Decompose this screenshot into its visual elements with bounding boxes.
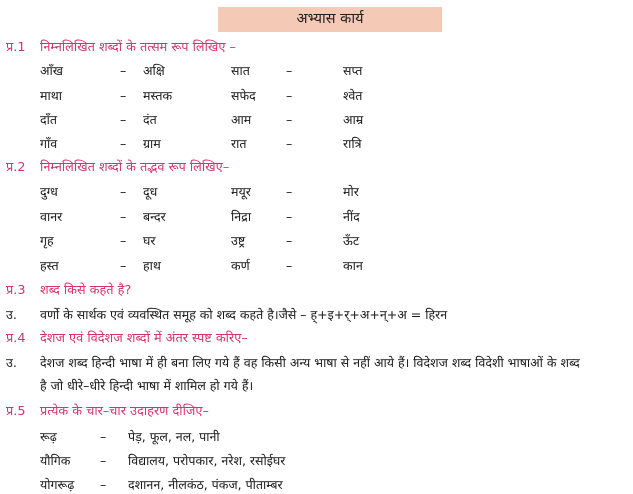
dash: – — [120, 112, 127, 127]
dash: – — [286, 233, 293, 248]
dash: – — [286, 88, 293, 103]
answer-word: हाथ — [143, 258, 161, 273]
word: गृह — [40, 233, 54, 248]
answer-word: अक्षि — [143, 63, 165, 78]
dash: – — [100, 477, 107, 492]
question-text: निम्नलिखित शब्दों के तत्सम रूप लिखिए – — [40, 40, 236, 55]
answer-word: सप्त — [343, 63, 363, 78]
dash: – — [120, 63, 127, 78]
question-number: प्र.2 — [6, 160, 26, 175]
dash: – — [286, 136, 293, 151]
word: आम — [231, 112, 252, 127]
examples: दशानन, नीलकंठ, पंकज, पीताम्बर — [128, 477, 283, 492]
word-type: यौगिक — [40, 453, 71, 468]
answer-word: कान — [343, 258, 363, 273]
table-row — [0, 477, 633, 493]
answer-4 — [6, 355, 580, 371]
question-2 — [6, 160, 229, 176]
dash: – — [120, 184, 127, 199]
question-number: प्र.5 — [6, 404, 26, 419]
table-row — [0, 112, 633, 128]
dash: – — [120, 88, 127, 103]
question-number: प्र.3 — [6, 283, 26, 298]
answer-text: वर्णो के सार्थक एवं व्यवस्थित समूह को शब्द कहते है।जैसे – ह्+इ+र्+अ+न्+अ = हिरन — [40, 307, 448, 322]
examples: विद्यालय, परोपकार, नरेश, रसोईघर — [128, 453, 286, 468]
dash: – — [120, 258, 127, 273]
table-row — [0, 136, 633, 152]
table-row — [0, 453, 633, 469]
word: रात — [231, 136, 247, 151]
question-4 — [6, 331, 248, 347]
question-text: देशज एवं विदेशज शब्दों में अंतर स्पष्ट करिए– — [40, 331, 248, 346]
answer-3 — [6, 307, 447, 323]
table-row — [0, 184, 633, 200]
question-text: शब्द किसे कहते है? — [40, 283, 132, 298]
answer-word: ग्राम — [143, 136, 161, 151]
answer-word: आम्र — [343, 112, 364, 127]
word: सफेद — [231, 88, 256, 103]
answer-word: दूध — [143, 184, 158, 199]
question-5 — [6, 404, 209, 420]
word: कर्ण — [231, 258, 250, 273]
answer-4-continued: है जो धीरे–धीरे हिन्दी भाषा में शामिल हो गये हैं। — [40, 378, 254, 393]
answer-label: उ. — [6, 307, 17, 322]
answer-word: श्वेत — [343, 88, 363, 103]
dash: – — [100, 429, 107, 444]
answer-label: उ. — [6, 355, 17, 370]
dash: – — [120, 136, 127, 151]
dash: – — [286, 184, 293, 199]
dash: – — [286, 63, 293, 78]
dash: – — [120, 233, 127, 248]
dash: – — [120, 209, 127, 224]
word: गाँव — [40, 136, 58, 151]
answer-word: मोर — [343, 184, 359, 199]
question-3 — [6, 283, 131, 299]
word: दुग्ध — [40, 184, 58, 199]
dash: – — [100, 453, 107, 468]
question-number: प्र.1 — [6, 40, 26, 55]
answer-word: ऊँट — [343, 233, 360, 248]
question-number: प्र.4 — [6, 331, 26, 346]
word-type: रूढ़ — [40, 429, 57, 444]
table-row — [0, 258, 633, 274]
word: मयूर — [231, 184, 251, 199]
answer-word: नींद — [343, 209, 360, 224]
word: निद्रा — [231, 209, 252, 224]
table-row — [0, 209, 633, 225]
table-row — [0, 233, 633, 249]
question-text: प्रत्येक के चार–चार उदाहरण दीजिए– — [40, 404, 209, 419]
word: वानर — [40, 209, 63, 224]
table-row — [0, 88, 633, 104]
word: सात — [231, 63, 250, 78]
answer-word: रात्रि — [343, 136, 362, 151]
dash: – — [286, 112, 293, 127]
answer-word: बन्दर — [143, 209, 166, 224]
dash: – — [286, 258, 293, 273]
answer-word: दंत — [143, 112, 157, 127]
word: दाँत — [40, 112, 58, 127]
answer-word: घर — [143, 233, 156, 248]
word: आँख — [40, 63, 64, 78]
dash: – — [286, 209, 293, 224]
answer-word: मस्तक — [143, 88, 173, 103]
answer-text-line-1: देशज शब्द हिन्दी भाषा में ही बना लिए गये हैं वह किसी अन्य भाषा से नहीं आये हैं। विदेशज शब्द विदेशी भाषाओं के शब्द — [40, 355, 580, 370]
table-row — [0, 429, 633, 445]
examples: पेड़, फूल, नल, पानी — [128, 429, 220, 444]
table-row — [0, 63, 633, 79]
word: हस्त — [40, 258, 59, 273]
word: उष्ट्र — [231, 233, 246, 248]
word: माथा — [40, 88, 62, 103]
question-1 — [6, 40, 236, 56]
word-type: योगरूढ़ — [40, 477, 75, 492]
page-title: अभ्यास कार्य — [218, 7, 442, 32]
question-text: निम्नलिखित शब्दों के तद्भव रूप लिखिए– — [40, 160, 230, 175]
